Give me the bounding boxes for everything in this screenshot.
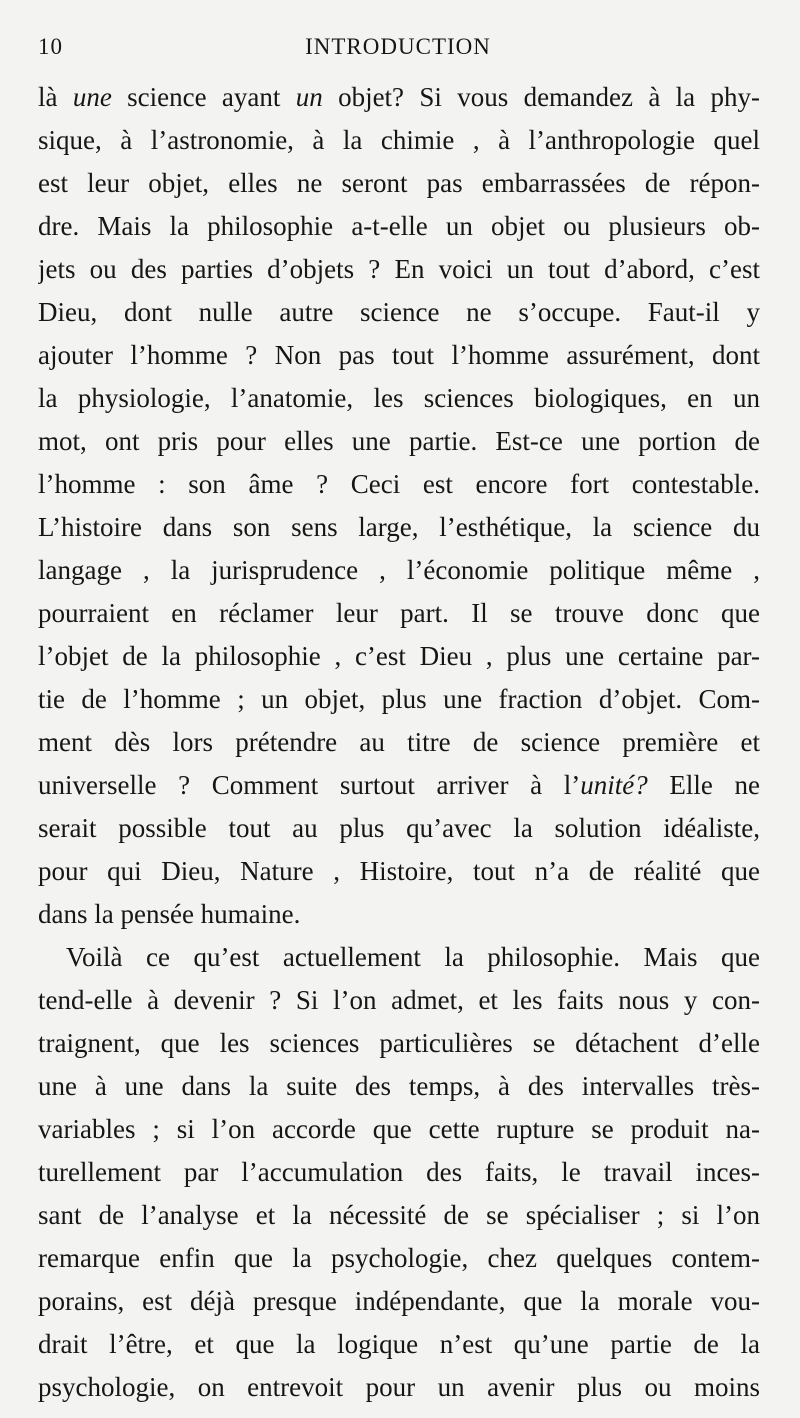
text-segment: dans la pensée humaine. [38, 899, 301, 929]
italic-text: un [295, 82, 323, 112]
text-segment: ment dès lors prétendre au titre de science première et [38, 727, 760, 757]
text-line [38, 76, 760, 119]
italic-text: une [72, 82, 112, 112]
text-line [38, 1022, 760, 1065]
text-segment: tie de l’homme ; un objet, plus une fraction d’objet. Com- [38, 684, 760, 714]
text-segment: sant de l’analyse et la nécessité de se spécialiser ; si l’on [38, 1200, 760, 1230]
text-segment: l’objet de la philosophie , c’est Dieu , plus une certaine par- [38, 641, 760, 671]
text-line [38, 334, 760, 377]
text-line [38, 506, 760, 549]
text-segment: drait l’être, et que la logique n’est qu’une partie de la [38, 1329, 760, 1359]
text-segment: universelle ? Comment surtout arriver à l’ [38, 770, 581, 800]
text-line [38, 1108, 760, 1151]
text-line [38, 764, 760, 807]
text-segment: sique, à l’astronomie, à la chimie , à l’anthropologie quel [38, 125, 760, 155]
text-line [38, 635, 760, 678]
text-line [38, 1366, 760, 1409]
text-segment: serait possible tout au plus qu’avec la solution idéaliste, [38, 813, 760, 843]
italic-text: unité? [580, 770, 648, 800]
text-line [38, 1237, 760, 1280]
text-segment: remarque enfin que la psychologie, chez quelques contem- [38, 1243, 760, 1273]
page-header [38, 34, 758, 68]
text-line [38, 893, 760, 936]
running-title: INTRODUCTION [305, 34, 491, 59]
text-line [38, 592, 760, 635]
text-line [38, 1323, 760, 1366]
text-line [38, 205, 760, 248]
text-segment: traignent, que les sciences particulières se détachent d’elle [38, 1028, 760, 1058]
text-segment: objet? Si vous demandez à la phy- [322, 82, 760, 112]
text-segment: est leur objet, elles ne seront pas embarrassées de répon- [38, 168, 760, 198]
text-segment: la physiologie, l’anatomie, les sciences biologiques, en un [38, 383, 760, 413]
text-line [38, 549, 760, 592]
text-segment: langage , la jurisprudence , l’économie politique même , [38, 555, 760, 585]
text-segment: Dieu, dont nulle autre science ne s’occupe. Faut-il y [38, 297, 760, 327]
text-line [38, 1151, 760, 1194]
text-line [38, 377, 760, 420]
text-line [38, 463, 760, 506]
text-line [38, 678, 760, 721]
text-line [38, 721, 760, 764]
text-segment: pour qui Dieu, Nature , Histoire, tout n’a de réalité que [38, 856, 760, 886]
text-segment: pourraient en réclamer leur part. Il se trouve donc que [38, 598, 760, 628]
text-segment: dre. Mais la philosophie a-t-elle un objet ou plusieurs ob- [38, 211, 760, 241]
text-line [38, 162, 760, 205]
text-segment: mot, ont pris pour elles une partie. Est-ce une portion de [38, 426, 760, 456]
text-line [38, 850, 760, 893]
text-line [38, 248, 760, 291]
text-line [38, 1280, 760, 1323]
text-line [38, 936, 760, 979]
text-segment: L’histoire dans son sens large, l’esthétique, la science du [38, 512, 760, 542]
text-segment: là [38, 82, 73, 112]
page-number: 10 [38, 34, 63, 59]
text-segment: porains, est déjà presque indépendante, que la morale vou- [38, 1286, 760, 1316]
text-segment: jets ou des parties d’objets ? En voici un tout d’abord, c’est [38, 254, 760, 284]
text-segment: l’homme : son âme ? Ceci est encore fort contestable. [38, 469, 760, 499]
text-segment: Elle ne [647, 770, 760, 800]
text-line [38, 119, 760, 162]
text-segment: une à une dans la suite des temps, à des intervalles très- [38, 1071, 760, 1101]
text-line [38, 979, 760, 1022]
text-line [38, 807, 760, 850]
text-segment: tend-elle à devenir ? Si l’on admet, et les faits nous y con- [38, 985, 760, 1015]
text-line [38, 420, 760, 463]
text-segment: ajouter l’homme ? Non pas tout l’homme assurément, dont [38, 340, 760, 370]
text-segment: variables ; si l’on accorde que cette rupture se produit na- [38, 1114, 760, 1144]
text-segment: Voilà ce qu’est actuellement la philosophie. Mais que [66, 942, 760, 972]
body-text [38, 76, 760, 1409]
text-segment: psychologie, on entrevoit pour un avenir plus ou moins [38, 1372, 760, 1402]
text-line [38, 1065, 760, 1108]
text-line [38, 1194, 760, 1237]
text-segment: science ayant [111, 82, 296, 112]
text-segment: turellement par l’accumulation des faits, le travail inces- [38, 1157, 760, 1187]
text-line [38, 291, 760, 334]
